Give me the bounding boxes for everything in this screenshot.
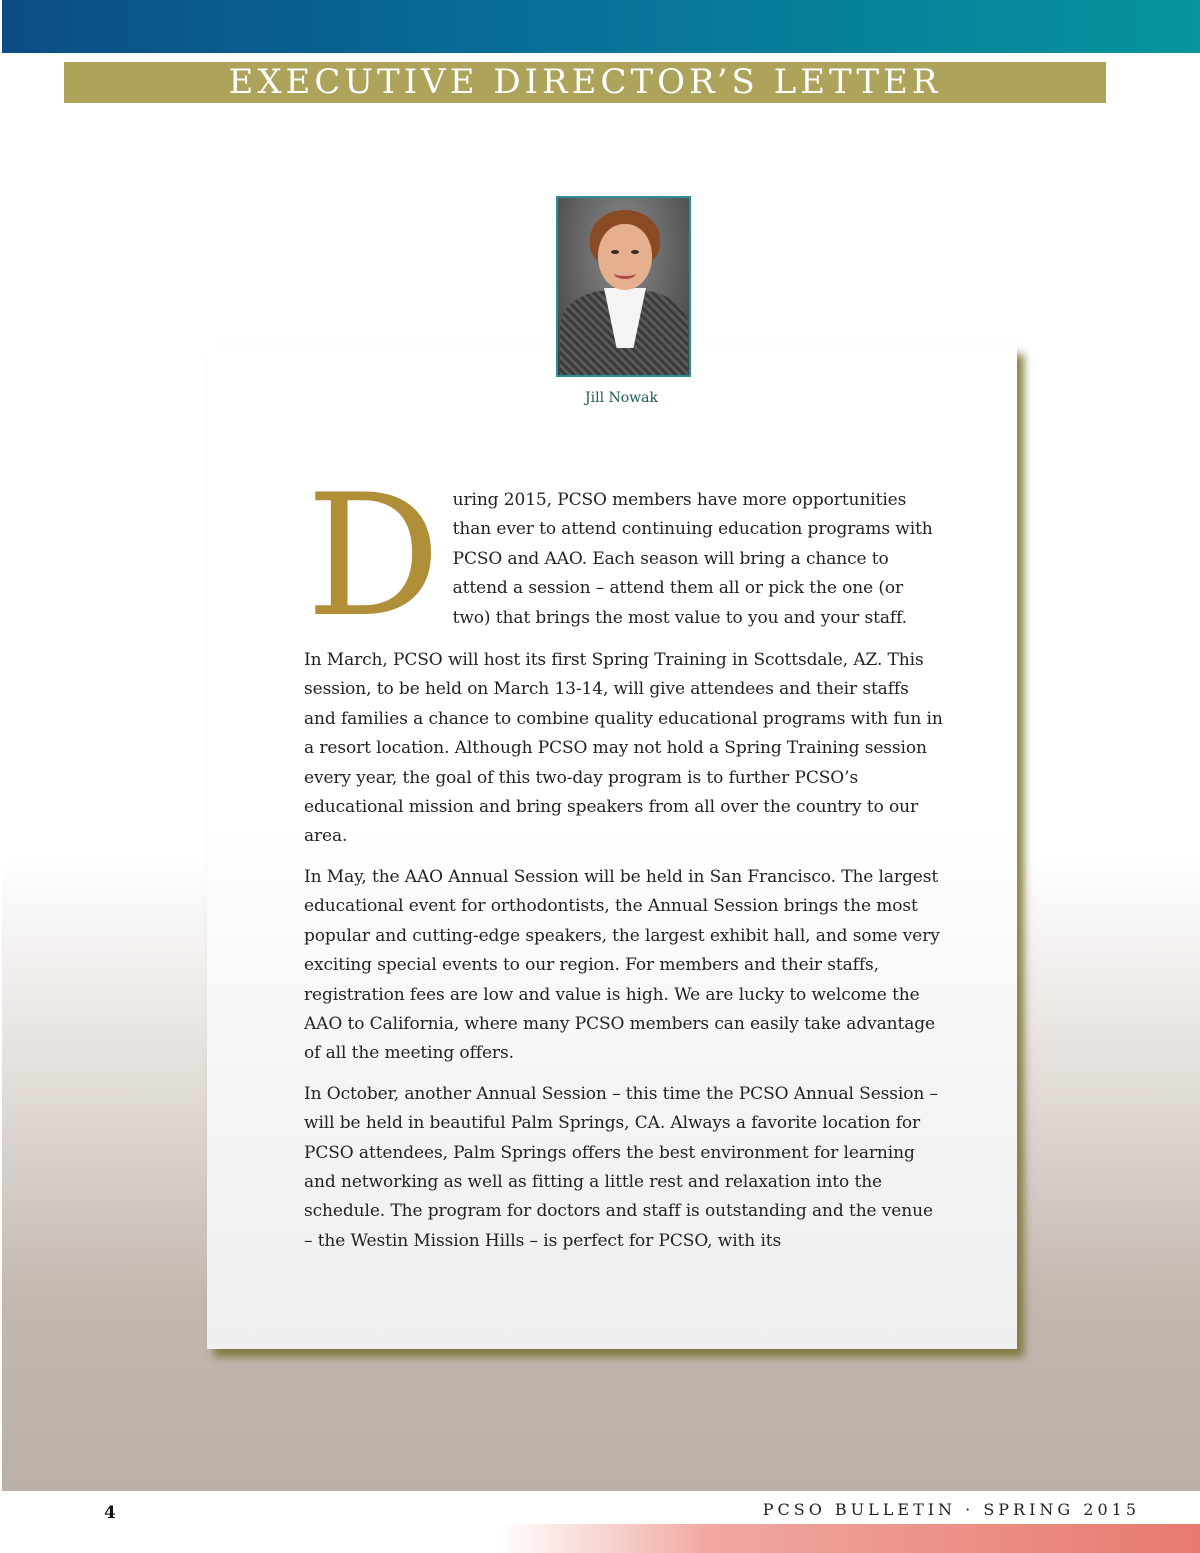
letter-body	[304, 458, 944, 1267]
header-color-band	[2, 0, 1200, 53]
section-title-bar	[64, 62, 1106, 103]
footer-accent-bar	[500, 1524, 1200, 1553]
letter-paragraph: uring 2015, PCSO members have more opportunities than ever to attend continuing education programs with PCSO and AAO. Each season will bring a chance to attend a session – attend them all or pick the one (or two) that brings the most value to you and your staff.	[452, 490, 933, 628]
portrait-smile	[614, 268, 636, 279]
portrait-photo	[556, 196, 691, 377]
portrait-caption: Jill Nowak	[585, 390, 658, 406]
letter-paragraph: In October, another Annual Session – this time the PCSO Annual Session – will be held in beautiful Palm Springs, CA. Always a favorite location for PCSO attendees, Palm Springs offers the best environment for learning and networking as well as fitting a little rest and relaxation into the schedule. The program for doctors and staff is outstanding and the venue – the Westin Mission Hills – is perfect for PCSO, with its	[304, 1083, 938, 1251]
letter-paragraph: In May, the AAO Annual Session will be held in San Francisco. The largest educational event for orthodontists, the Annual Session brings the most popular and cutting-edge speakers, the largest exhibit hall, and some very exciting special events to our region. For members and their staffs, registration fees are low and value is high. We are lucky to welcome the AAO to California, where many PCSO members can easily take advantage of all the meeting offers.	[304, 866, 940, 1064]
portrait-eye	[631, 250, 639, 254]
letter-paragraph: In March, PCSO will host its first Spring Training in Scottsdale, AZ. This session, to be held on March 13-14, will give attendees and their staffs and families a chance to combine quality educational programs with fun in a resort location. Although PCSO may not hold a Spring Training session every year, the goal of this two-day program is to further PCSO’s educational mission and bring speakers from all over the country to our area.	[304, 650, 943, 847]
page-number: 4	[104, 1503, 116, 1523]
drop-cap: D	[306, 458, 441, 654]
page-title: EXECUTIVE DIRECTOR’S LETTER	[228, 62, 942, 102]
portrait-face	[598, 224, 652, 290]
portrait-eye	[611, 250, 619, 254]
publication-label: PCSO BULLETIN · SPRING 2015	[762, 1500, 1140, 1519]
